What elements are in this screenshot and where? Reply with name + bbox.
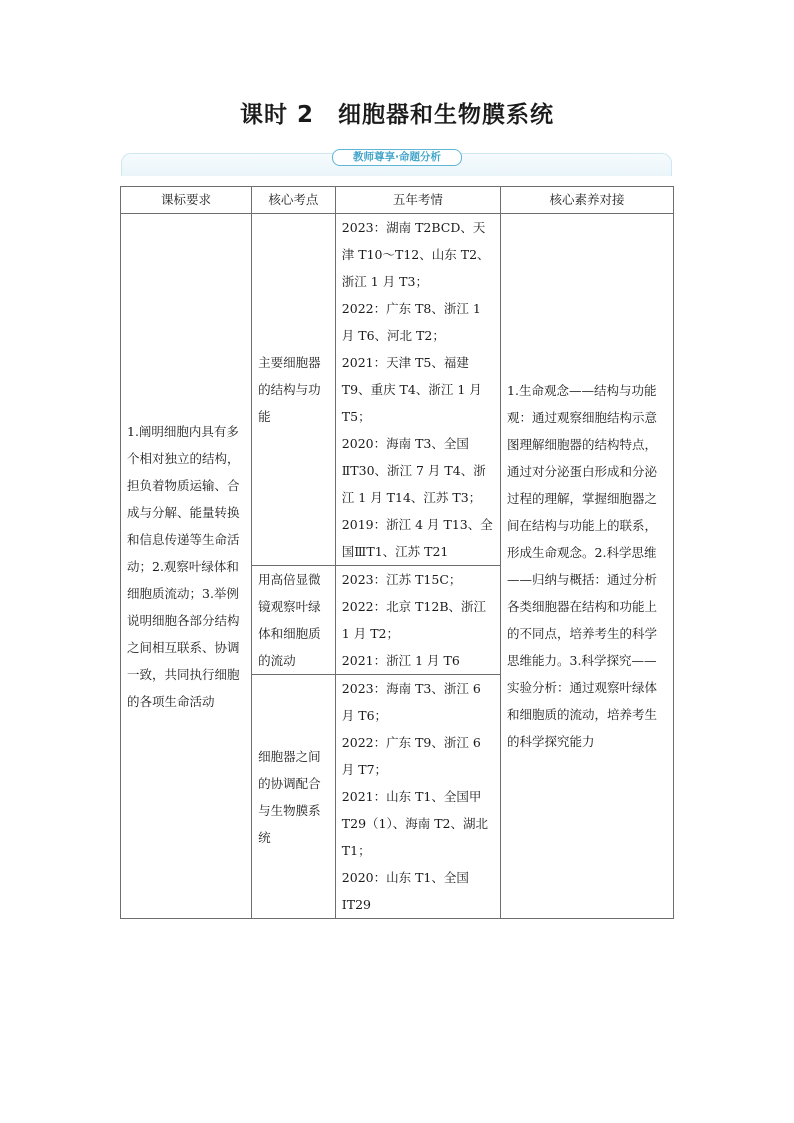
section-banner <box>121 149 672 177</box>
exam-line: 2023：江苏 T15C； <box>341 572 462 587</box>
exam-line: 2021：浙江 1 月 T6 <box>341 653 460 668</box>
header-exams: 五年考情 <box>335 187 500 214</box>
table-header-row <box>121 187 674 214</box>
exam-line: 2022：广东 T8、浙江 1 月 T6、河北 T2； <box>341 301 481 343</box>
topic-cell: 用高倍显微镜观察叶绿体和细胞质的流动 <box>252 566 336 675</box>
exams-cell <box>335 566 500 675</box>
topic-cell: 主要细胞器的结构与功能 <box>252 214 336 566</box>
literacy-cell: 1.生命观念——结构与功能观：通过观察细胞结构示意图理解细胞器的结构特点，通过对分泌蛋白形成和分泌过程的理解，掌握细胞器之间在结构与功能上的联系，形成生命观念。2.科学思维——归纳与概括：通过分析各类细胞器在结构和功能上的不同点，培养考生的科学思维能力。3.科学探究——实验分析：通过观察叶绿体和细胞质的流动，培养考生的科学探究能力 <box>501 214 674 919</box>
exam-line: 2020：海南 T3、全国 ⅡT30、浙江 7 月 T4、浙江 1 月 T14、江苏 T3； <box>341 436 486 505</box>
exam-line: 2021：天津 T5、福建 T9、重庆 T4、浙江 1 月 T5； <box>341 355 482 424</box>
table-row <box>121 214 674 566</box>
exam-line: 2022：北京 T12B、浙江 1 月 T2； <box>341 599 487 641</box>
exams-cell <box>335 214 500 566</box>
banner-label: 教师尊享·命题分析 <box>332 149 462 166</box>
exam-line: 2023：湖南 T2BCD、天津 T10～T12、山东 T2、浙江 1 月 T3； <box>341 220 490 289</box>
header-requirement: 课标要求 <box>121 187 252 214</box>
analysis-table <box>120 186 674 919</box>
header-topic: 核心考点 <box>252 187 336 214</box>
exam-line: 2023：海南 T3、浙江 6 月 T6； <box>341 681 481 723</box>
exam-line: 2020：山东 T1、全国 ⅠT29 <box>341 870 469 912</box>
exam-line: 2021：山东 T1、全国甲 T29（1）、海南 T2、湖北 T1； <box>341 789 489 858</box>
topic-cell: 细胞器之间的协调配合与生物膜系统 <box>252 675 336 919</box>
page-title: 课时 2 细胞器和生物膜系统 <box>239 102 554 128</box>
exam-line: 2022：广东 T9、浙江 6 月 T7； <box>341 735 481 777</box>
exams-cell <box>335 675 500 919</box>
requirement-cell: 1.阐明细胞内具有多个相对独立的结构，担负着物质运输、合成与分解、能量转换和信息传递等生命活动；2.观察叶绿体和细胞质流动；3.举例说明细胞各部分结构之间相互联系、协调一致，共同执行细胞的各项生命活动 <box>121 214 252 919</box>
exam-line: 2019：浙江 4 月 T13、全国ⅢT1、江苏 T21 <box>341 517 493 559</box>
header-literacy: 核心素养对接 <box>501 187 674 214</box>
